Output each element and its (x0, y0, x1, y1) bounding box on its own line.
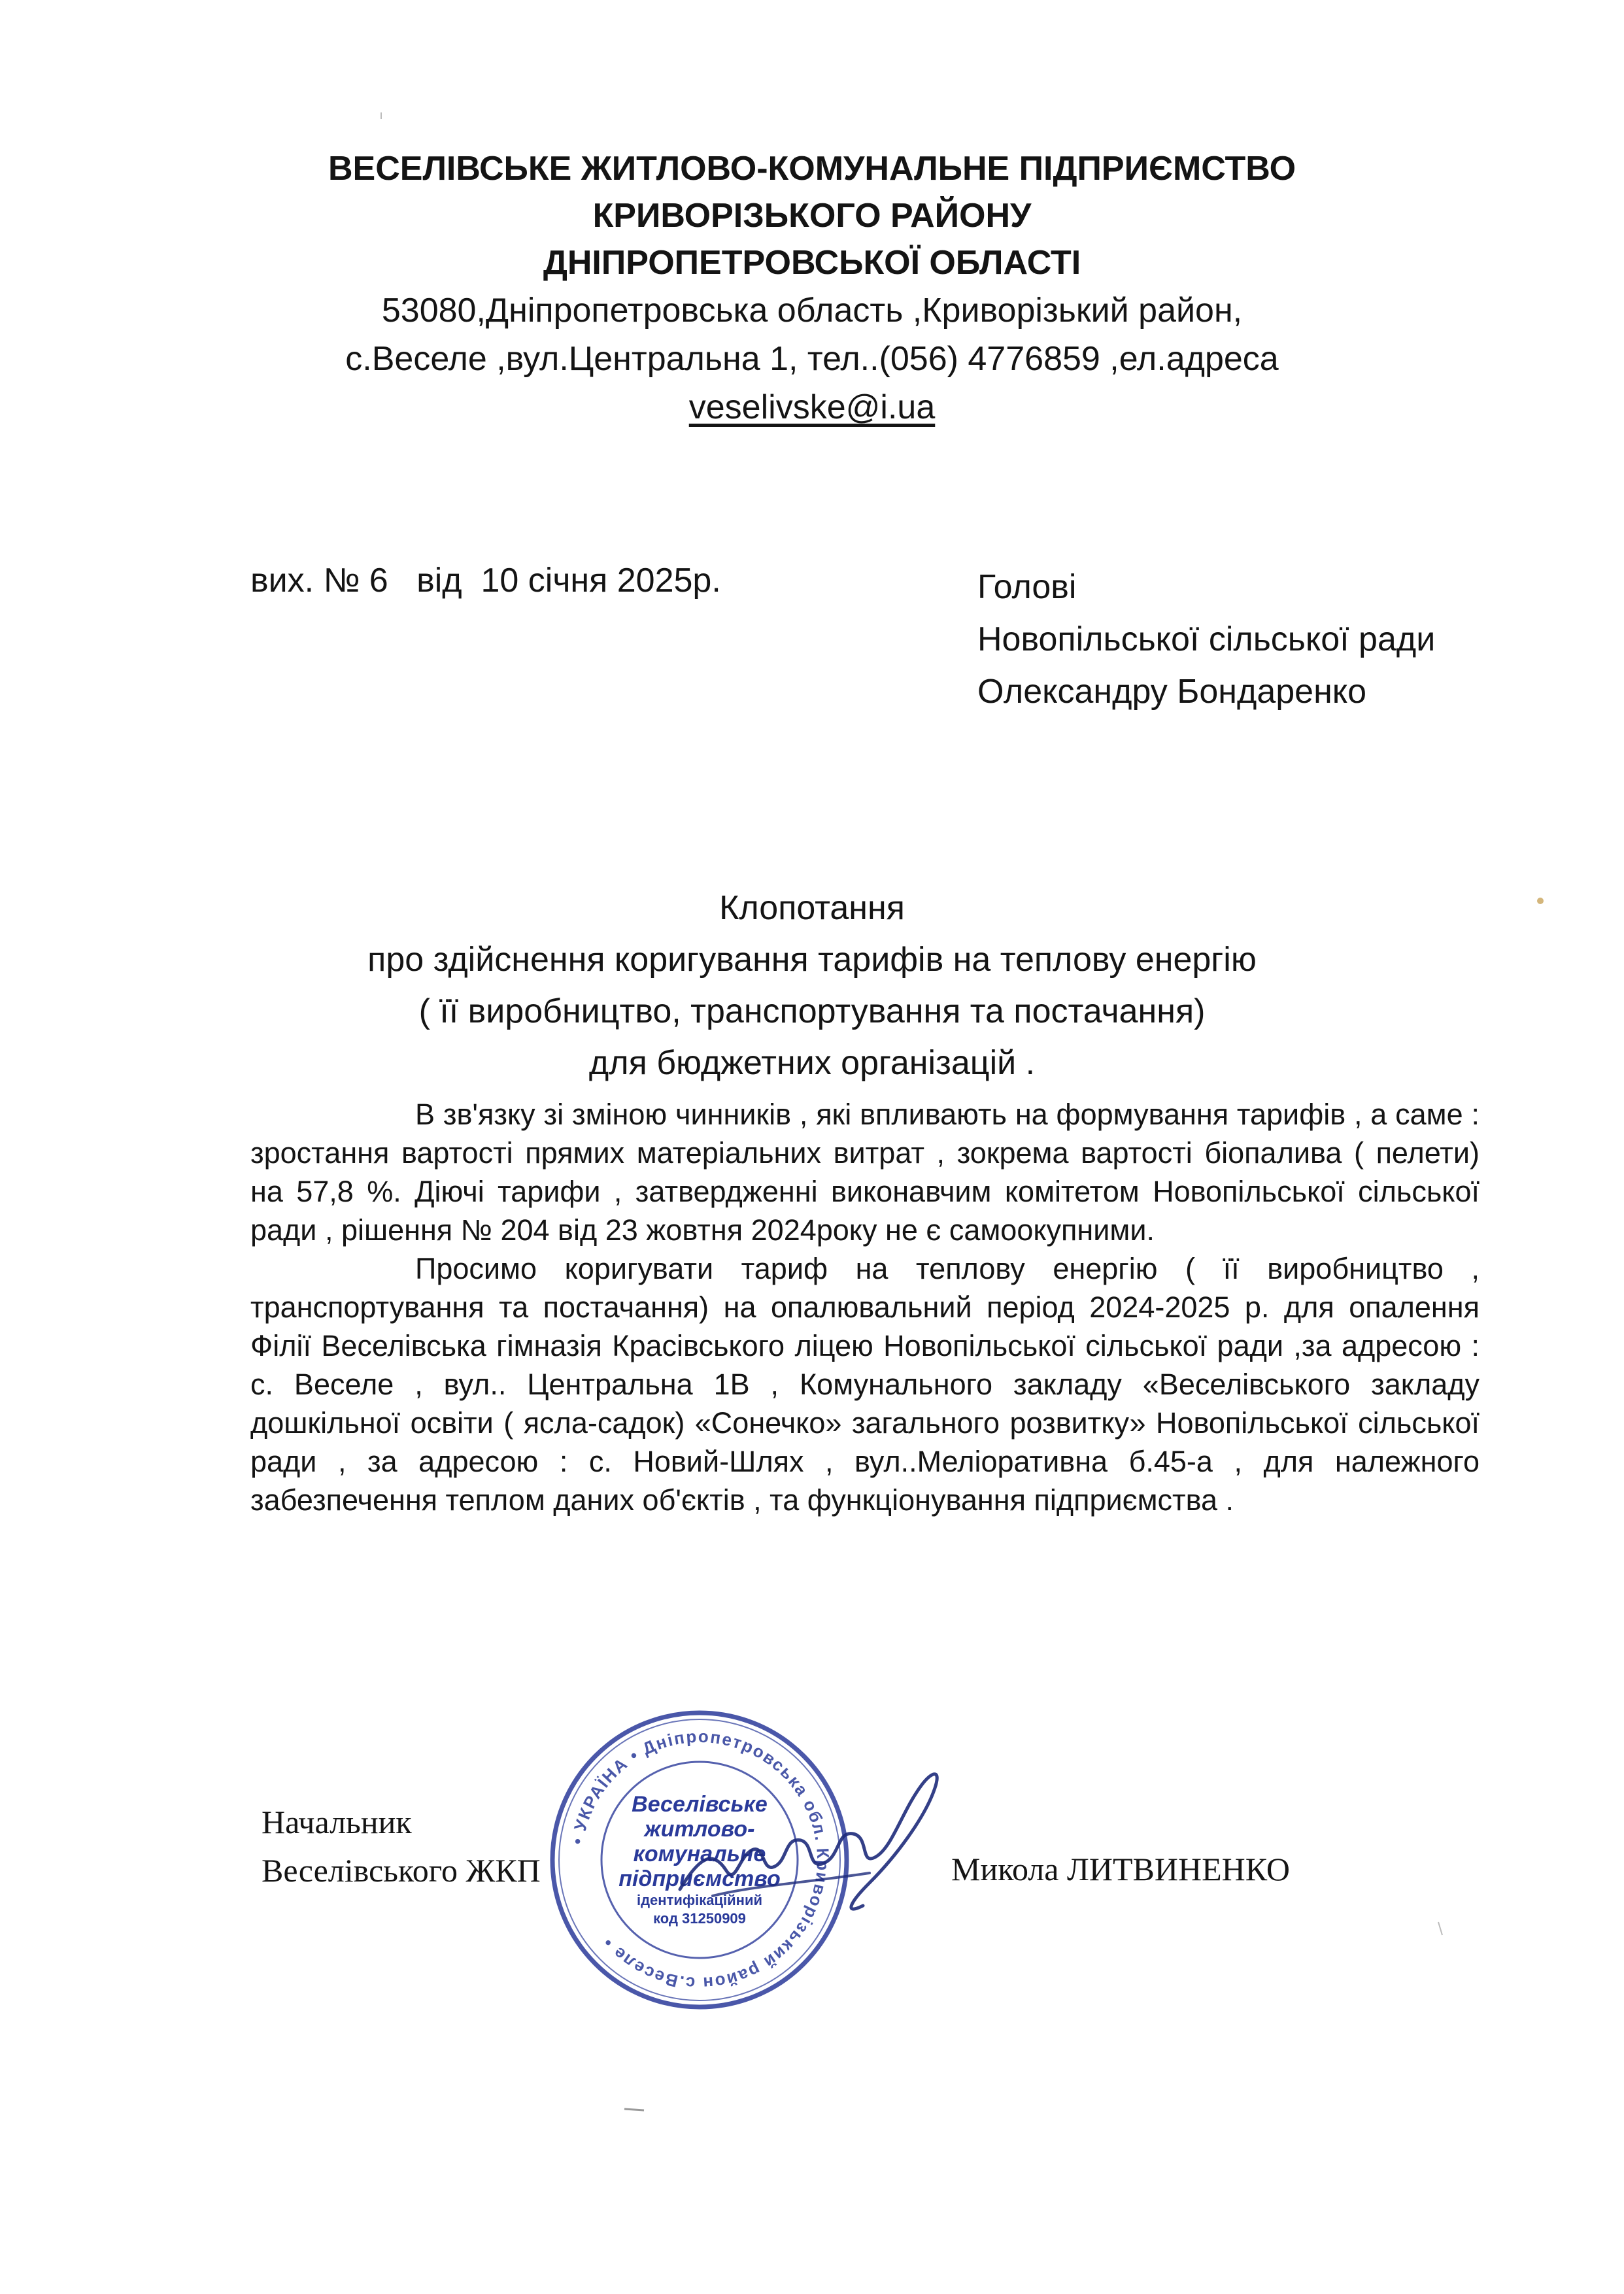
recipient-line2: Новопільської сільської ради (977, 620, 1436, 658)
outgoing-from: від (416, 562, 462, 599)
org-name-line1: ВЕСЕЛІВСЬКЕ ЖИТЛОВО-КОМУНАЛЬНЕ ПІДПРИЄМСТВО (328, 150, 1296, 188)
email-line (0, 383, 1624, 431)
stamp-line1: Веселівське (632, 1792, 768, 1817)
email-link[interactable]: veselivske@i.ua (688, 388, 936, 426)
title-line4: для бюджетних організацій . (588, 1044, 1036, 1082)
position-line2: Веселівського ЖКП (262, 1852, 541, 1889)
recipient-line3: Олександру Бондаренко (977, 673, 1367, 711)
title-line2: про здійснення коригування тарифів на теплову енергію (367, 941, 1257, 979)
org-name-line3: ДНІПРОПЕТРОВСЬКОЇ ОБЛАСТІ (543, 244, 1081, 282)
stamp-line5: ідентифікаційний (636, 1892, 762, 1908)
outgoing-prefix: вих. № 6 (250, 562, 388, 599)
body-paragraph2: Просимо коригувати тариф на теплову енергію ( її виробництво , транспортування та постачання) на опалювальний період 2024-2025 р. для опалення Філії Веселівська гімназія Красівського ліцею Новопільської сільської ради ,за адресою : с. Веселе , вул.. Центральна 1В , Комунального закладу «Веселівського закладу дошкільної освіти ( ясла-садок) «Сонечко» загального розвитку» Новопільської сільської ради , за адресою : с. Новий-Шлях , вул..Меліоративна б.45-а , для належного забезпечення теплом даних об'єктів , та функціонування підприємства . (250, 1252, 1480, 1517)
title-line1: Клопотання (719, 889, 905, 927)
org-name-line2: КРИВОРІЗЬКОГО РАЙОНУ (592, 197, 1032, 235)
letterhead (0, 145, 1624, 431)
stamp-line3: комунальне (633, 1842, 766, 1866)
recipient-line1: Голові (977, 568, 1077, 606)
handwritten-signature-icon (673, 1759, 948, 1929)
stamp-line6: код 31250909 (653, 1910, 746, 1927)
outgoing-number (250, 561, 721, 600)
body-paragraph1: В зв'язку зі зміною чинників , які впливають на формування тарифів , а саме : зростання вартості прямих матеріальних витрат , зокрема вартості біопалива ( пелети) на 57,8 %. Діючі тарифи , затвердженні виконавчим комітетом Новопільської сільської ради , рішення № 204 від 23 жовтня 2024року не є самоокупними. (250, 1098, 1480, 1247)
stamp-ring-text: • УКРАЇНА • Дніпропетровська обл. Криворізький район с.Веселе • (567, 1726, 834, 1994)
recipient-block (977, 561, 1435, 718)
address-line1: 53080,Дніпропетровська область ,Криворізький район, (381, 292, 1243, 329)
stamp-line2: житлово- (644, 1817, 755, 1842)
body-text (250, 1095, 1480, 1519)
address-line2: с.Веселе ,вул.Центральна 1, тел..(056) 4776859 ,ел.адреса (345, 340, 1279, 378)
signatory-position (262, 1798, 541, 1895)
title-line3: ( її виробництво, транспортування та постачання) (418, 992, 1206, 1030)
position-line1: Начальник (262, 1804, 412, 1840)
signatory-name: Микола ЛИТВИНЕНКО (951, 1851, 1290, 1887)
stamp-line4: підприємство (618, 1866, 781, 1891)
document-title (0, 883, 1624, 1089)
outgoing-date: 10 січня 2025р. (481, 562, 721, 599)
